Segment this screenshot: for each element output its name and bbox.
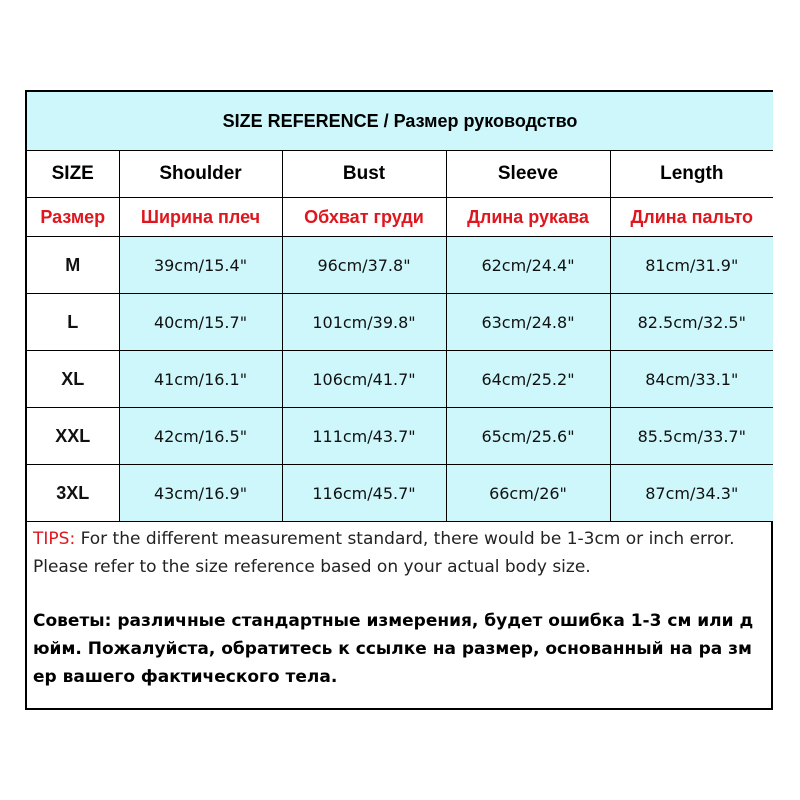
size-cell: M [27, 237, 119, 294]
header-shoulder: Shoulder [119, 151, 282, 198]
length-cell: 87cm/34.3" [610, 465, 773, 522]
header-length-ru: Длина пальто [610, 198, 773, 237]
size-table [27, 92, 773, 522]
header-sleeve: Sleeve [446, 151, 610, 198]
length-cell: 81cm/31.9" [610, 237, 773, 294]
bust-cell: 111cm/43.7" [282, 408, 446, 465]
shoulder-cell: 40cm/15.7" [119, 294, 282, 351]
header-sleeve-ru: Длина рукава [446, 198, 610, 237]
length-cell: 85.5cm/33.7" [610, 408, 773, 465]
bust-cell: 116cm/45.7" [282, 465, 446, 522]
length-cell: 84cm/33.1" [610, 351, 773, 408]
header-row-english [27, 151, 773, 198]
table-row [27, 408, 773, 465]
tips-label: TIPS: [33, 529, 76, 549]
tips-russian: Советы: различные стандартные измерения, будет ошибка 1-3 см или дюйм. Пожалуйста, обратитесь к ссылке на размер, основанный на ра змер вашего фактического тела. [33, 611, 754, 687]
size-cell: L [27, 294, 119, 351]
bust-cell: 96cm/37.8" [282, 237, 446, 294]
tips-text: For the different measurement standard, there would be 1-3cm or inch error. Please refer to the size reference based on your actual body size. [33, 529, 735, 577]
size-chart [25, 90, 773, 710]
header-shoulder-ru: Ширина плеч [119, 198, 282, 237]
title-row [27, 92, 773, 151]
shoulder-cell: 39cm/15.4" [119, 237, 282, 294]
header-bust-ru: Обхват груди [282, 198, 446, 237]
table-row [27, 465, 773, 522]
table-title: SIZE REFERENCE / Размер руководство [27, 92, 773, 151]
header-size: SIZE [27, 151, 119, 198]
size-cell: XL [27, 351, 119, 408]
sleeve-cell: 64cm/25.2" [446, 351, 610, 408]
table-row [27, 351, 773, 408]
bust-cell: 101cm/39.8" [282, 294, 446, 351]
table-row [27, 237, 773, 294]
header-row-russian [27, 198, 773, 237]
tips-english [33, 525, 763, 581]
size-cell: 3XL [27, 465, 119, 522]
length-cell: 82.5cm/32.5" [610, 294, 773, 351]
shoulder-cell: 41cm/16.1" [119, 351, 282, 408]
header-length: Length [610, 151, 773, 198]
sleeve-cell: 66cm/26" [446, 465, 610, 522]
table-row [27, 294, 773, 351]
sleeve-cell: 62cm/24.4" [446, 237, 610, 294]
shoulder-cell: 42cm/16.5" [119, 408, 282, 465]
header-size-ru: Размер [27, 198, 119, 237]
shoulder-cell: 43cm/16.9" [119, 465, 282, 522]
notes-section [27, 522, 771, 691]
sleeve-cell: 63cm/24.8" [446, 294, 610, 351]
bust-cell: 106cm/41.7" [282, 351, 446, 408]
size-cell: XXL [27, 408, 119, 465]
sleeve-cell: 65cm/25.6" [446, 408, 610, 465]
header-bust: Bust [282, 151, 446, 198]
